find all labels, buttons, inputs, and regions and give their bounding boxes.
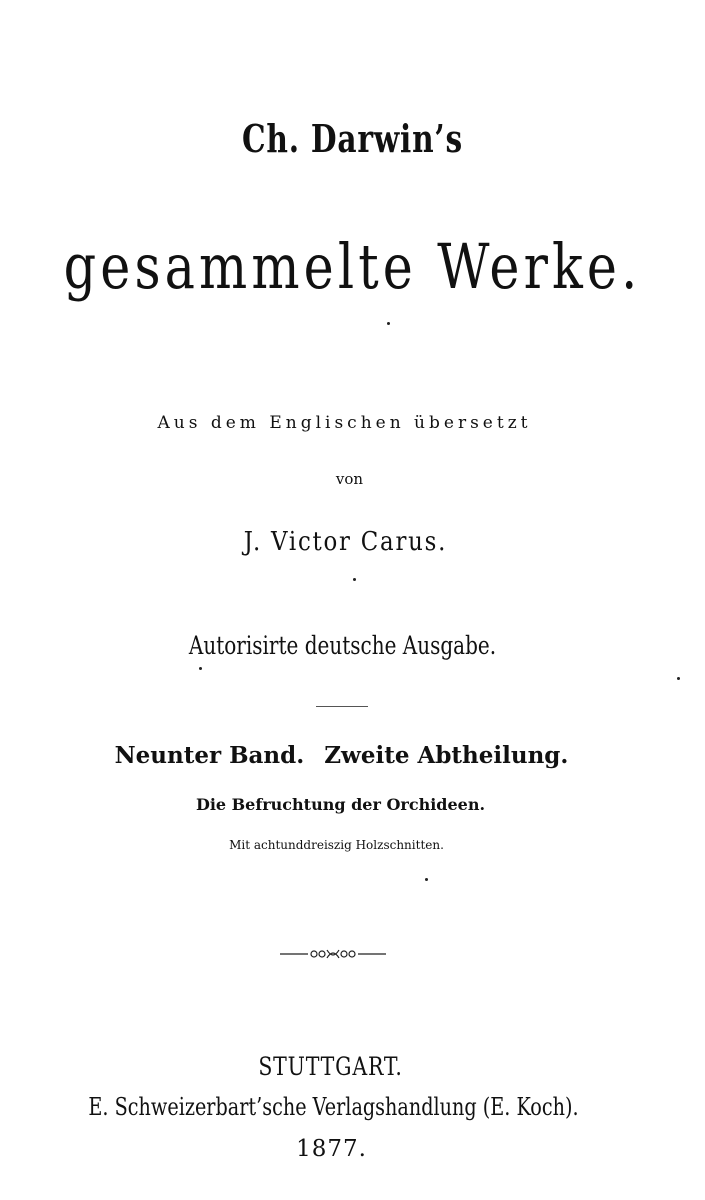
subject-title: Die Befruchtung der Orchideen. [195,795,486,814]
volume-part: Zweite Abtheilung. [324,742,569,769]
volume-number: Neunter Band. [114,742,305,769]
print-speck [425,878,428,881]
short-divider [316,706,368,707]
print-speck [677,677,680,680]
publication-year: 1877. [296,1136,367,1162]
publisher-name: E. Schweizerbart’sche Verlagshandlung (E. Koch). [88,1093,579,1121]
publication-city: STUTTGART. [258,1052,403,1081]
volume-line [0,744,694,767]
works-title: gesammelte Werke. [63,230,642,303]
translation-note: Aus dem Englischen übersetzt [157,413,532,433]
by-word: von [335,470,364,488]
illustrations-note: Mit achtunddreiszig Holzschnitten. [229,838,444,852]
translator-name: J. Victor Carus. [243,527,448,557]
print-speck [353,578,356,581]
edition-note: Autorisirte deutsche Ausgabe. [188,631,497,660]
author-heading: Ch. Darwin’s [241,116,463,161]
print-speck [387,322,390,325]
dash-and-loop-ornament-icon [280,944,386,964]
print-speck [199,667,202,670]
